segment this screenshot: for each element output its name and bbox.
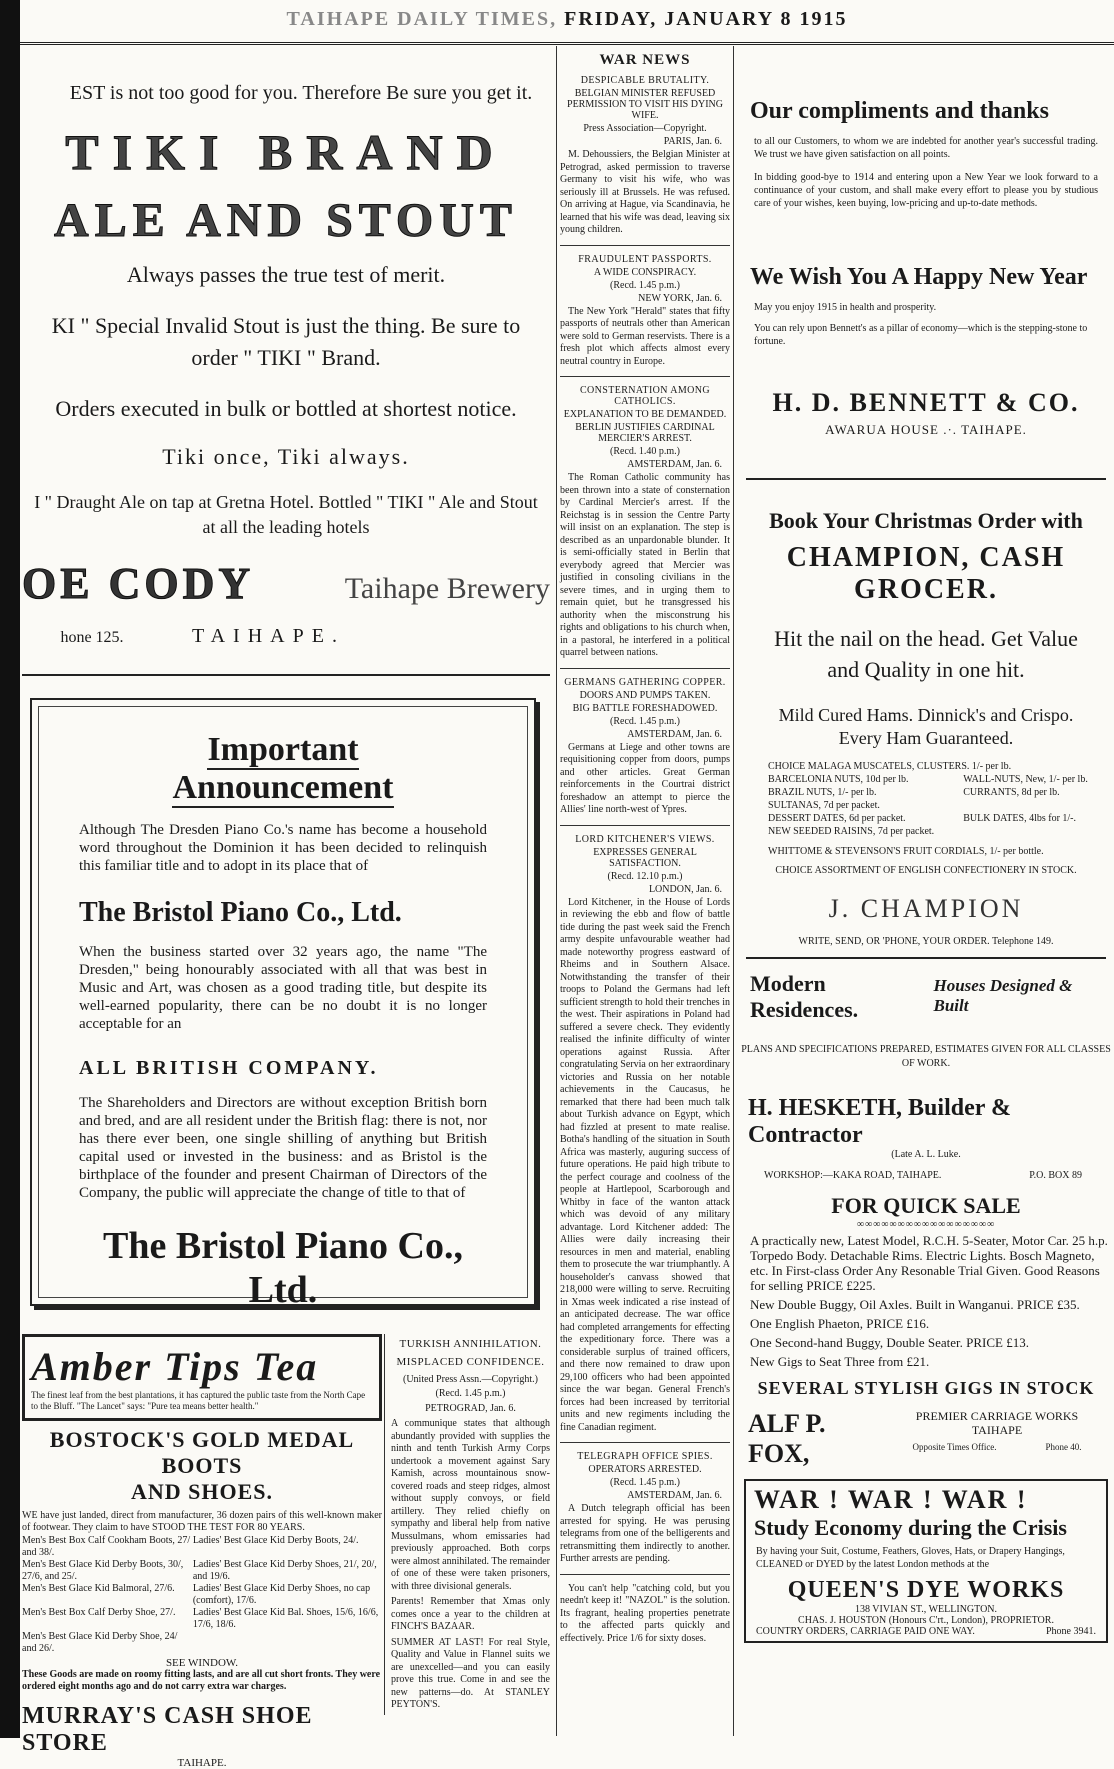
hesketh-name: H. HESKETH, Builder & Contractor <box>748 1095 1011 1149</box>
dye-works-frame <box>744 1479 1108 1643</box>
column-right <box>740 46 1112 1736</box>
war-s4-dateline: AMSTERDAM, Jan. 6. <box>627 728 722 740</box>
table-cell <box>193 1631 382 1655</box>
column-left-lower <box>22 1334 550 1769</box>
war-s6-received: (Recd. 1.45 p.m.) <box>610 1477 680 1488</box>
tiki-intro: EST is not too good for you. Therefore Be sure you get it. <box>69 82 533 104</box>
finch-bazaar-notice: Parents! Remember that Xmas only comes once a year to the children at FINCH'S BAZAAR. <box>391 1596 550 1632</box>
tiki-phone-row <box>22 625 550 648</box>
tiki-draught-line-2: at all the leading hotels <box>202 516 370 537</box>
list-cell: BULK DATES, 4lbs for 1/-. <box>963 813 1077 825</box>
turkish-subheading: MISPLACED CONFIDENCE. <box>396 1355 545 1368</box>
piano-paragraph-3: The Shareholders and Directors are without exception British born and bred, and are all resident under the British flag: there is not, nor has there ever been, one single shilling of anything but British capital used or invested in the business: and as Bristol is the birthplace of the founder and present Chairman of Directors of the Company, the public will appreciate the change of title to that of <box>79 1095 487 1202</box>
list-cell: BRAZIL NUTS, 1/- per lb. <box>768 787 877 799</box>
champion-slogan-2: and Quality in one hit. <box>827 656 1025 682</box>
bostock-heading-1: BOSTOCK'S GOLD MEDAL BOOTS <box>49 1426 355 1478</box>
several-gigs: SEVERAL STYLISH GIGS IN STOCK <box>757 1377 1095 1398</box>
quick-sale-ad <box>740 1193 1112 1399</box>
war-s2-received: (Recd. 1.45 p.m.) <box>610 279 680 291</box>
hesketh-plans: PLANS AND SPECIFICATIONS PREPARED, ESTIMATES GIVEN FOR ALL CLASSES OF WORK. <box>741 1044 1111 1070</box>
compliments-title: Our compliments and thanks <box>750 98 1049 124</box>
turkish-received: (Recd. 1.45 p.m.) <box>435 1388 506 1399</box>
sale-item-motor-car: A practically new, Latest Model, R.C.H. 5-Seater, Motor Car. 25 h.p. Torpedo Body. Detachable Rims. Electric Lights. Bosch Magneto, etc. In First-class Order Any Resonable Trial Given. Good Reasons for selling PRICE £225. <box>750 1233 1108 1294</box>
tiki-brand-heading: TIKI BRAND <box>65 124 507 180</box>
sale-item-double-buggy: New Double Buggy, Oil Axles. Built in Wanganui. PRICE £35. <box>750 1297 1080 1313</box>
announcement-title-2: Announcement <box>172 769 394 807</box>
fox-name: ALF P. FOX, <box>748 1408 826 1468</box>
table-cell: Men's Best Glace Kid Derby Shoe, 24/ and 26/. <box>22 1630 178 1654</box>
turkish-dateline: PETROGRAD, Jan. 6. <box>425 1402 516 1414</box>
fox-details <box>888 1409 1106 1453</box>
see-window: SEE WINDOW. <box>165 1656 239 1669</box>
bennett-signature <box>740 388 1112 438</box>
column-war-news <box>556 46 734 1736</box>
war-s5-subheading: EXPRESSES GENERAL SATISFACTION. <box>593 846 697 869</box>
list-item <box>740 799 1112 812</box>
tiki-town: TAIHAPE. <box>192 625 345 648</box>
hesketh-workshop: WORKSHOP:—KAKA ROAD, TAIHAPE. <box>764 1170 942 1182</box>
champion-price-list <box>740 760 1112 838</box>
list-item <box>740 825 1112 838</box>
dye-body: By having your Suit, Costume, Feathers, Gloves, Hats, or Drapery Hangings, CLEANED or DYED by the latest London methods at the <box>756 1545 1065 1570</box>
turkish-source: (United Press Assn.—Copyright.) <box>403 1373 538 1385</box>
list-item <box>740 773 1112 786</box>
turkish-annihilation-article <box>384 1334 550 1715</box>
war-news-title: WAR NEWS <box>599 52 691 68</box>
champion-hams <box>740 704 1112 751</box>
all-british-heading: ALL BRITISH COMPANY. <box>79 1057 379 1080</box>
masthead-paper-name: TAIHAPE DAILY TIMES, <box>286 8 558 30</box>
tiki-phone: hone 125. <box>60 629 124 647</box>
war-s6-dateline: AMSTERDAM, Jan. 6. <box>627 1490 722 1501</box>
article-divider <box>560 825 730 826</box>
sale-item-phaeton: One English Phaeton, PRICE £16. <box>750 1316 930 1332</box>
section-divider <box>746 957 1106 959</box>
war-s1-source: Press Association—Copyright. <box>583 123 707 134</box>
list-cell: SULTANAS, 7d per packet. <box>768 800 880 812</box>
bostock-made-note: These Goods are made on roomy fitting lasts, and are all cut short fronts. They were ordered eight months ago and do not carry extra war charges. <box>22 1668 381 1692</box>
list-cell: WALL-NUTS, New, 1/- per lb. <box>963 774 1088 786</box>
dye-phone: Phone 3941. <box>1046 1625 1096 1637</box>
tiki-draught <box>22 490 550 540</box>
list-cell: CURRANTS, 8d per lb. <box>963 787 1060 799</box>
masthead <box>20 8 1114 45</box>
table-row <box>22 1607 382 1631</box>
tiki-invalid-line-2: order " TIKI " Brand. <box>191 344 381 370</box>
table-cell: Men's Best Glace Kid Derby Boots, 30/, 27/6, and 25/. <box>22 1558 184 1582</box>
war-s3-body: The Roman Catholic community has been thrown into a state of consternation by Cardinal Mercier's arrest. If the Reichstag is in session the Centre Party will insist on an explanation. The step is described as an unpardonable blunder. It is semi-officially stated in Berlin that everybody agreed that Mercier was justified in consoling civilians in the severe times, and in urging them to remain quiet, but he transgressed his authority when the misconstrung his rights and obligations to his church when, in a pastoral, he interfered in a political quarrel between nations. <box>560 472 730 658</box>
fox-opposite: Opposite Times Office. <box>912 1441 997 1452</box>
war-s3-received: (Recd. 1.40 p.m.) <box>610 446 680 457</box>
piano-paragraph-1: Although The Dresden Piano Co.'s name has become a household word throughout the Dominion it has been decided to relinquish this familiar title and to adopt in its place that of <box>79 822 487 875</box>
article-divider <box>560 1574 730 1575</box>
war-s2-dateline: NEW YORK, Jan. 6. <box>638 292 722 304</box>
war-s2-subheading: A WIDE CONSPIRACY. <box>593 266 697 278</box>
war-s1-body: M. Dehoussiers, the Belgian Minister at Petrograd, asked permission to traverse Germany to visit his wife, who was seriously ill at Brussels. He was refused. On arriving at Hague, via Scandinavia, he learned that his wife was dead, leaving six young children. <box>560 149 730 235</box>
brewery-name: Taihape Brewery <box>344 572 550 606</box>
war-s3-heading: CONSTERNATION AMONG CATHOLICS. <box>579 385 711 407</box>
list-cell: CHOICE MALAGA MUSCATELS, CLUSTERS. 1/- per lb. <box>768 761 1012 773</box>
table-cell: Men's Best Box Calf Cookham Boots, 27/ and 38/. <box>22 1534 191 1558</box>
war-s4-body: Germans at Liege and other towns are requisitioning copper from doors, pumps and other articles. Great German reinforcements in the Courtrai district foreshadow an attempt to pierce the Allies' line north-west of Ypres. <box>560 741 730 815</box>
war-s5-received: (Recd. 12.10 p.m.) <box>607 870 683 882</box>
article-divider <box>560 376 730 377</box>
list-cell: DESSERT DATES, 6d per packet. <box>768 813 906 825</box>
list-cell: BARCELONIA NUTS, 10d per lb. <box>768 774 909 786</box>
war-s4-heading: GERMANS GATHERING COPPER. <box>564 676 726 688</box>
fox-town: TAIHAPE <box>971 1423 1023 1438</box>
bennett-name: H. D. BENNETT & CO. <box>772 388 1080 417</box>
bostock-boots-ad <box>22 1427 382 1769</box>
bristol-name: The Bristol Piano Co., Ltd. <box>79 897 402 929</box>
champion-book-line: Book Your Christmas Order with <box>769 508 1083 533</box>
war-s6-body: A Dutch telegraph official has been arrested for spying. He was perusing telegrams from one of the belligerents and retransmitting them indirectly to another. Further arrests are pending. <box>560 1503 730 1564</box>
war-s2-heading: FRAUDULENT PASSPORTS. <box>578 253 712 265</box>
stanley-peyton-notice: SUMMER AT LAST! For real Style, Quality and Value in Flannel suits we are unexcelled—and you can easily prove this true. Come in and see the new patterns—do. At STANLEY PEYTON'S. <box>391 1636 550 1710</box>
bostock-intro: WE have just landed, direct from manufacturer, 36 dozen pairs of this well-known maker of footwear. They claim to have STOOD THE TEST FOR 80 YEARS. <box>22 1509 382 1534</box>
announcement-title <box>79 731 487 807</box>
fox-works: PREMIER CARRIAGE WORKS <box>915 1408 1079 1423</box>
queens-dye-works-name: QUEEN'S DYE WORKS <box>787 1576 1065 1603</box>
turkish-body: A communique states that although abundantly provided with supplies the ninth and tenth Turkish Army Corps undertook a movement against Sary Kamish, across mountainous snow-covered roads and steep ridges, almost without supply convoys, or field artillery. They relied chiefly on sympathy and liberal help from native Mussulmans, whom emissaries had previously approached. Both corps were almost annihilated. The remainder of one of these were taken prisoners, with three divisional generals. <box>391 1418 550 1592</box>
champion-confectionery: CHOICE ASSORTMENT OF ENGLISH CONFECTIONERY IN STOCK. <box>775 865 1077 877</box>
table-cell: Ladies' Best Glace Kid Bal. Shoes, 15/6, 16/6, 17/6, 18/6. <box>192 1606 379 1630</box>
bostock-heading-2: AND SHOES. <box>130 1479 274 1505</box>
bristol-name-large: The Bristol Piano Co., Ltd. <box>103 1225 463 1312</box>
announcement-title-1: Important <box>207 731 359 769</box>
hesketh-builder-ad <box>740 971 1112 1181</box>
dye-address: 138 VIVIAN ST., WELLINGTON. <box>854 1603 998 1615</box>
tiki-draught-line-1: I " Draught Ale on tap at Gretna Hotel. Bottled " TIKI " Ale and Stout <box>34 491 538 512</box>
page-spine-shadow <box>0 0 20 1738</box>
tiki-cody-row <box>22 558 550 609</box>
section-divider <box>746 478 1106 480</box>
dye-country-orders: COUNTRY ORDERS, CARRIAGE PAID ONE WAY. <box>756 1625 975 1637</box>
compliments-para-1: to all our Customers, to whom we are indebted for another year's successful trading. We trust we have given satisfaction on all points. <box>754 136 1098 160</box>
bristol-piano-ad <box>30 698 536 1312</box>
compliments-ad <box>740 98 1112 210</box>
war-s5-body: Lord Kitchener, in the House of Lords in reviewing the ebb and flow of battle tide during the past week said the French army despite unfavourable weather had made noteworthy progress eastward of Rheims and in Southern Alsace. Notwithstanding the transfer of their troops to Poland the Germans had left sufficient strength to hold their trenches in the west. Their aspirations in Poland had suffered a severe check. They evidently realised the infinite difficulty of winter operations against Russia. After congratulating Servia on her extraordinary victories and Russia on her notable achievements in the Caucasus, he remarked that there had been much talk about Turkish advance on Egypt, which had fizzled at present to mate realise. Botha's handling of the situation in South Africa was masterly, auguring success of future operations. He paid high tribute to the perfect courage and coolness of the people at Hartlepool, Scarborough and Whitby in face of the wanton attack which was devoid of any military advantage. Lord Kitchener added: The Allies were daily increasing their resources in men and material, enabling them to prosecute the war triumphantly. A householder's canvass showed that 218,000 were willing to serve. Recruiting in Xmas week indicated a rise instead of an anticipated decrease. The war office had completed arrangements for effecting the expeditionary force. There was a considerable surplus of trained officers, and there now remained to draw upon 29,100 officers who had been appointed since the war began. General French's forces had been increased by territorial units and new regiments including the fine Canadian regiment. <box>560 896 730 1433</box>
tiki-invalid-line-1: KI " Special Invalid Stout is just the thing. Be sure to <box>51 313 521 338</box>
champion-order-line: WRITE, SEND, OR 'PHONE, YOUR ORDER. Telephone 149. <box>798 936 1054 948</box>
article-divider <box>560 1442 730 1443</box>
champion-signature: J. CHAMPION <box>828 894 1024 924</box>
champion-grocer-ad <box>740 508 1112 947</box>
amber-tips-logo: Amber Tips Tea <box>31 1344 319 1389</box>
murray-store-name: MURRAY'S CASH SHOE STORE <box>22 1702 313 1756</box>
table-cell: Men's Best Box Calf Derby Shoe, 27/. <box>22 1606 176 1618</box>
war-s5-dateline: LONDON, Jan. 6. <box>648 883 722 895</box>
table-cell: Men's Best Glace Kid Balmoral, 27/6. <box>22 1582 175 1594</box>
table-row <box>22 1631 382 1655</box>
ale-stout-heading: ALE AND STOUT <box>54 194 518 247</box>
bristol-piano-inner-frame <box>38 706 528 1312</box>
table-row <box>22 1583 382 1607</box>
war-s6-subheading: OPERATORS ARRESTED. <box>588 1464 702 1475</box>
new-year-para-2: You can rely upon Bennett's as a pillar of economy—which is the stepping-stone to fortune. <box>754 323 1088 347</box>
champion-slogan <box>740 624 1112 686</box>
column-left <box>22 46 550 1769</box>
bostock-price-table <box>22 1535 382 1655</box>
hesketh-late: (Late A. L. Luke. <box>891 1149 961 1161</box>
table-cell: Ladies' Best Glace Kid Derby Boots, 24/. <box>192 1534 359 1546</box>
dye-country-row <box>756 1626 1096 1637</box>
amber-tips-tagline: The finest leaf from the best plantations, it has captured the public taste from the North Cape to the Bluff. "The Lancet" says: "Pure tea means better health." <box>31 1390 366 1411</box>
masthead-date: FRIDAY, JANUARY 8 1915 <box>564 8 848 30</box>
new-year-title: We Wish You A Happy New Year <box>750 264 1088 290</box>
list-item <box>740 812 1112 825</box>
murray-town: TAIHAPE. <box>177 1756 227 1769</box>
tiki-slogan: Tiki once, Tiki always. <box>162 443 410 469</box>
war-s3-subheading-2: BERLIN JUSTIFIES CARDINAL MERCIER'S ARREST. <box>575 422 715 444</box>
quick-sale-title: FOR QUICK SALE <box>831 1193 1021 1219</box>
war-s4-received: (Recd. 1.45 p.m.) <box>610 715 680 727</box>
table-cell: Ladies' Best Glace Kid Derby Shoes, 21/, 20/, and 19/6. <box>192 1558 377 1582</box>
fox-phone: Phone 40. <box>1045 1441 1082 1452</box>
war-war-war: WAR ! WAR ! WAR ! <box>754 1484 1028 1514</box>
houses-designed: Houses Designed & Built <box>933 976 1073 1016</box>
modern-residences: Modern Residences. <box>750 971 859 1023</box>
hesketh-workshop-row <box>764 1170 1082 1181</box>
war-s1-heading: DESPICABLE BRUTALITY. <box>580 75 710 86</box>
war-s1-dateline: PARIS, Jan. 6. <box>663 136 722 147</box>
nazol-notice: You can't help "catching cold, but you needn't keep it! "NAZOL" is the solution. Its fragrant, healing properties penetrate to the affected parts quickly and effectively. Price 1/6 for sixty doses. <box>560 1582 730 1644</box>
champion-hams-1: Mild Cured Hams. Dinnick's and Crispo. <box>778 704 1074 725</box>
war-s2-body: The New York "Herald" states that fifty passports of neutrals other than American were sold to German reservists. There is a fresh plot which affects almost every neutral country in Europe. <box>560 305 730 367</box>
piano-paragraph-2: When the business started over 32 years ago, the name "The Dresden," being honourably associated with all that was best in Music and Art, was chosen as a good trading title, but despite its well-earned popularity, there can be no doubt it is no longer acceptable for an <box>79 944 487 1033</box>
war-s3-subheading-1: EXPLANATION TO BE DEMANDED. <box>563 409 727 420</box>
hesketh-pobox: P.O. BOX 89 <box>1029 1170 1082 1182</box>
bostock-heading <box>22 1427 382 1506</box>
war-s4-subheading-1: DOORS AND PUMPS TAKEN. <box>579 689 711 701</box>
war-s5-heading: LORD KITCHENER'S VIEWS. <box>575 833 715 845</box>
war-s6-heading: TELEGRAPH OFFICE SPIES. <box>577 1451 713 1462</box>
section-divider <box>22 674 550 676</box>
fox-carriage-works <box>748 1409 1106 1469</box>
hesketh-top-row <box>750 971 1106 1023</box>
champion-hams-2: Every Ham Guaranteed. <box>838 727 1014 748</box>
war-s3-dateline: AMSTERDAM, Jan. 6. <box>627 459 722 470</box>
champion-cordials: WHITTOME & STEVENSON'S FRUIT CORDIALS, 1/- per bottle. <box>768 846 1044 858</box>
turkish-heading: TURKISH ANNIHILATION. <box>399 1338 542 1350</box>
article-divider <box>560 245 730 246</box>
champion-slogan-1: Hit the nail on the head. Get Value <box>774 626 1078 651</box>
new-year-para-1: May you enjoy 1915 in health and prosperity. <box>754 302 937 313</box>
sale-item-second-hand-buggy: One Second-hand Buggy, Double Seater. PRICE £13. <box>750 1335 1029 1350</box>
war-s1-subheading: BELGIAN MINISTER REFUSED PERMISSION TO VISIT HIS DYING WIFE. <box>567 88 723 121</box>
war-s4-subheading-2: BIG BATTLE FORESHADOWED. <box>572 702 718 714</box>
sale-item-gigs: New Gigs to Seat Three from £21. <box>750 1353 930 1369</box>
list-item <box>740 786 1112 799</box>
table-row <box>22 1535 382 1559</box>
table-row <box>22 1559 382 1583</box>
article-divider <box>560 668 730 669</box>
amber-tips-tea-ad <box>22 1334 382 1421</box>
list-item <box>740 760 1112 773</box>
champion-cash-grocer: CHAMPION, CASH GROCER. <box>786 542 1066 605</box>
new-year-ad <box>740 264 1112 348</box>
list-cell: NEW SEEDED RAISINS, 7d per packet. <box>768 826 935 838</box>
compliments-para-2: In bidding good-bye to 1914 and entering upon a New Year we look forward to a continuance of your custom, and shall make every effort to please you by studious care of your wishes, keen buying, low-pricing and up-to-date methods. <box>754 172 1098 209</box>
queens-dye-works-ad <box>740 1479 1112 1643</box>
bennett-address: AWARUA HOUSE .·. TAIHAPE. <box>825 422 1027 437</box>
tiki-invalid-stout <box>22 310 550 374</box>
study-economy: Study Economy during the Crisis <box>754 1514 1067 1540</box>
table-cell: Ladies' Best Glace Kid Derby Shoes, no cap (comfort), 17/6. <box>192 1582 371 1606</box>
tiki-merit: Always passes the true test of merit. <box>126 262 446 287</box>
dye-proprietor: CHAS. J. HOUSTON (Honours C'rt., London), PROPRIETOR. <box>798 1614 1054 1626</box>
tiki-orders: Orders executed in bulk or bottled at shortest notice. <box>55 395 517 421</box>
fox-contact-row <box>888 1442 1106 1453</box>
tiki-brewery-ad <box>22 82 550 648</box>
cody-name: OE CODY <box>22 559 255 609</box>
ornament-rule: ∞∞∞∞∞∞∞∞∞∞∞∞∞∞∞∞∞ <box>856 1219 996 1231</box>
